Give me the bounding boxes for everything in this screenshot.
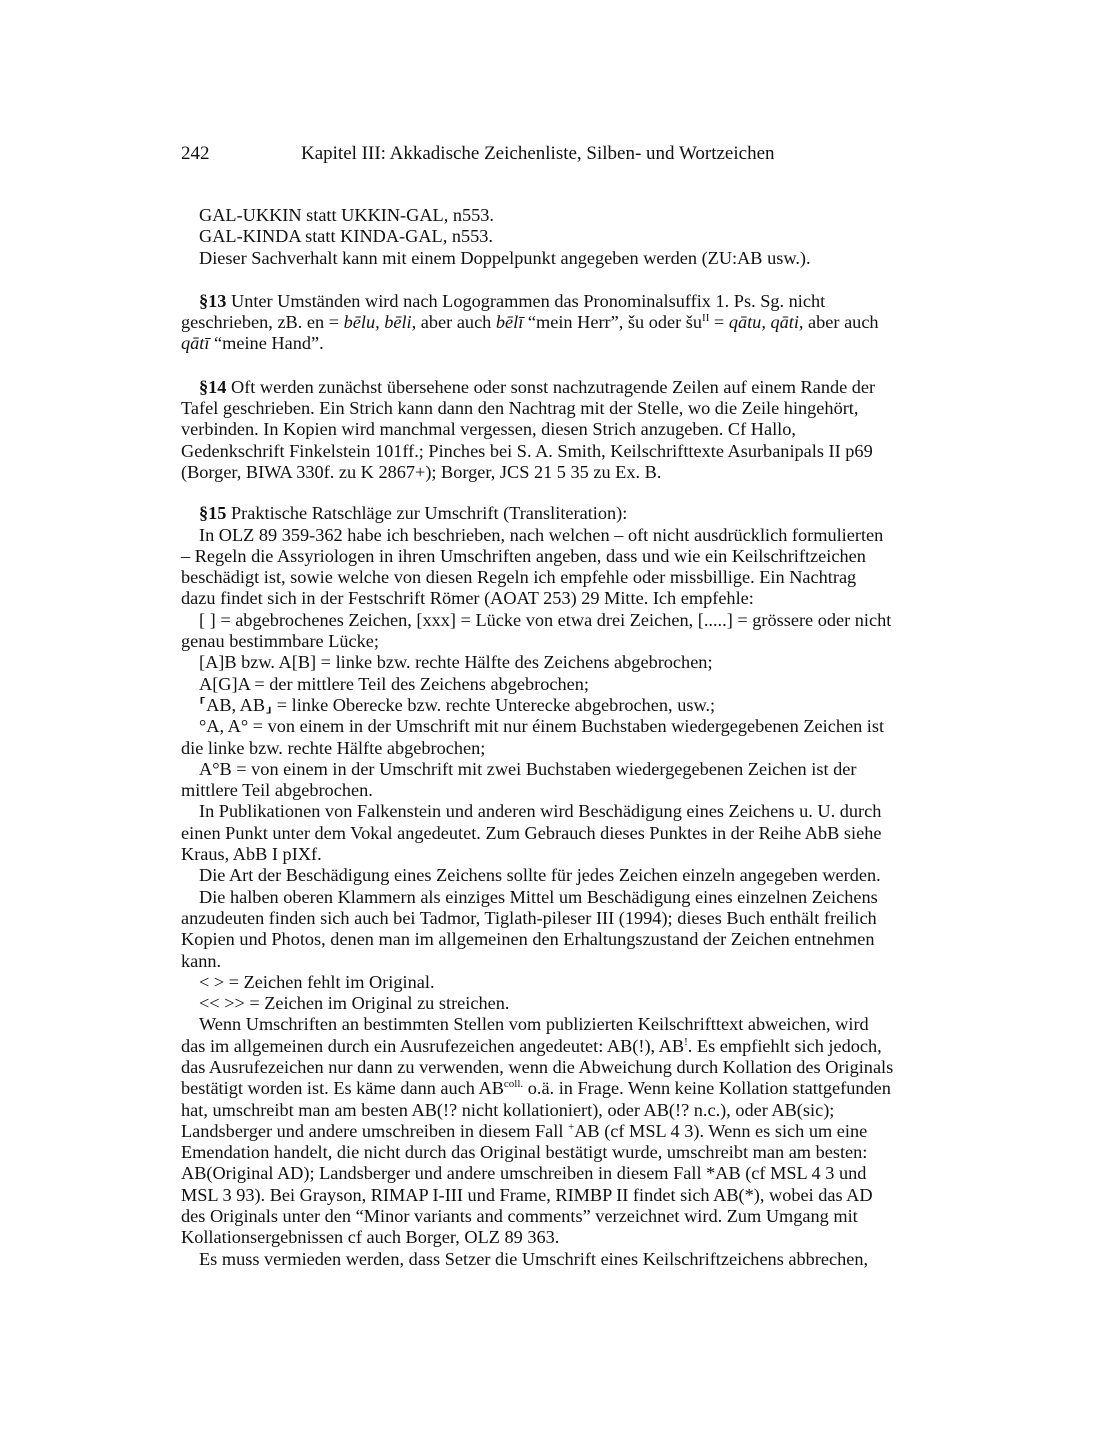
text-run: = bbox=[709, 312, 729, 333]
paragraph: << >> = Zeichen im Original zu streichen. bbox=[199, 993, 510, 1014]
text-run: o.ä. in Frage. Wenn keine Kollation stattgefunden hat, umschreibt man am besten AB(!? nicht kollationiert), oder AB(!? n.c.), oder AB(sic); Landsberger und andere umschreiben in diesem Fall bbox=[181, 1078, 891, 1141]
italic-run: qātī bbox=[181, 333, 210, 354]
text-run: . Es empfiehlt sich jedoch, das Ausrufezeichen nur dann zu verwenden, wenn die Abweichung durch Kollation des Originals bestätigt worden ist. Es käme dann auch AB bbox=[181, 1035, 894, 1099]
paragraph: Die Art der Beschädigung eines Zeichens sollte für jedes Zeichen einzeln angegeben werden. bbox=[199, 865, 881, 886]
paragraph: ⸢AB, AB⸥ = linke Oberecke bzw. rechte Unterecke abgebrochen, usw.; bbox=[199, 694, 716, 715]
paragraph: In OLZ 89 359-362 habe ich beschrieben, nach welchen – oft nicht ausdrücklich formulierten – Regeln die Assyriologen in ihren Umschriften angeben, dass und wie ein Keilschriftzeichen beschädigt ist, sowie welche von diesen Regeln ich empfehle oder missbillige. Ein Nachtrag dazu findet sich in der Festschrift Römer (AOAT 253) 29 Mitte. Ich empfehle: bbox=[181, 524, 884, 609]
text-run: Praktische Ratschläge zur Umschrift (Transliteration): bbox=[226, 503, 628, 524]
paragraph: A[G]A = der mittlere Teil des Zeichens abgebrochen; bbox=[199, 673, 589, 694]
section-14-number: §14 bbox=[199, 376, 227, 397]
paragraph: < > = Zeichen fehlt im Original. bbox=[199, 971, 435, 992]
section-13-number: §13 bbox=[199, 290, 227, 311]
text-run: “meine Hand”. bbox=[209, 333, 324, 354]
page-body bbox=[181, 205, 895, 1270]
page-header bbox=[181, 143, 775, 165]
paragraph: Die halben oberen Klammern als einziges Mittel um Beschädigung eines einzelnen Zeichens anzudeuten finden sich auch bei Tadmor, Tiglath-pileser III (1994); dieses Buch enthält freilich Kopien und Photos, denen man im allgemeinen den Erhaltungszustand der Zeichen entnehmen kann. bbox=[181, 886, 878, 971]
section-15-number: §15 bbox=[199, 503, 227, 524]
paragraph: Es muss vermieden werden, dass Setzer die Umschrift eines Keilschriftzeichens abbrechen, bbox=[199, 1248, 869, 1269]
italic-run: qātu, qāti, bbox=[728, 312, 804, 333]
page-number: 242 bbox=[181, 143, 210, 164]
superscript: ! bbox=[684, 1035, 688, 1048]
paragraph: In Publikationen von Falkenstein und anderen wird Beschädigung eines Zeichens u. U. durch einen Punkt unter dem Vokal angedeutet. Zum Gebrauch dieses Punktes in der Reihe AbB siehe Kraus, AbB I pIXf. bbox=[181, 801, 882, 865]
body-line: Dieser Sachverhalt kann mit einem Doppelpunkt angegeben werden (ZU:AB usw.). bbox=[199, 247, 811, 268]
text-run: “mein Herr”, šu oder šu bbox=[523, 312, 703, 333]
text-run: Oft werden zunächst übersehene oder sonst nachzutragende Zeilen auf einem Rande der Tafel geschrieben. Ein Strich kann dann den Nachtrag mit der Stelle, wo die Zeile hingehört, verbinden. In Kopien wird manchmal vergessen, diesen Strich anzugeben. Cf Hallo, Gedenkschrift Finkelstein 101ff.; Pinches bei S. A. Smith, Keilschrifttexte Asurbanipals II p69 (Borger, BIWA 330f. zu K 2867+); Borger, JCS 21 5 35 zu Ex. B. bbox=[181, 376, 876, 482]
running-title: Kapitel III: Akkadische Zeichenliste, Silben- und Wortzeichen bbox=[301, 143, 775, 164]
paragraph: [ ] = abgebrochenes Zeichen, [xxx] = Lücke von etwa drei Zeichen, [.....] = grössere oder nicht genau bestimmbare Lücke; bbox=[181, 609, 892, 652]
section-15-heading bbox=[181, 503, 895, 524]
paragraph bbox=[181, 1014, 895, 1248]
text-run: Unter Umständen wird nach Logogrammen das Pronominalsuffix 1. Ps. Sg. nicht geschrieben, zB. en = bbox=[181, 290, 826, 333]
body-line: GAL-UKKIN statt UKKIN-GAL, n553. bbox=[199, 205, 494, 225]
section-14-paragraph bbox=[181, 377, 895, 483]
body-line: GAL-KINDA statt KINDA-GAL, n553. bbox=[199, 226, 493, 247]
text-run: aber auch bbox=[803, 312, 879, 333]
text-run: Wenn Umschriften an bestimmten Stellen vom publizierten Keilschrifttext abweichen, wird das im allgemeinen durch ein Ausrufezeichen angedeutet: AB(!), AB bbox=[181, 1014, 869, 1056]
italic-run: bēlu, bēli, bbox=[343, 312, 417, 333]
superscript: + bbox=[568, 1120, 575, 1133]
superscript: coll. bbox=[503, 1078, 524, 1091]
superscript: II bbox=[702, 312, 710, 325]
paragraph: A°B = von einem in der Umschrift mit zwei Buchstaben wiedergegebenen Zeichen ist der mittlere Teil abgebrochen. bbox=[181, 758, 857, 801]
italic-run: bēlī bbox=[495, 312, 524, 333]
paragraph: °A, A° = von einem in der Umschrift mit nur éinem Buchstaben wiedergegebenen Zeichen ist die linke bzw. rechte Hälfte abgebrochen; bbox=[181, 716, 885, 758]
text-run: aber auch bbox=[416, 312, 496, 333]
paragraph: [A]B bzw. A[B] = linke bzw. rechte Hälfte des Zeichens abgebrochen; bbox=[199, 652, 713, 673]
section-13-paragraph bbox=[181, 291, 895, 355]
text-run: AB (cf MSL 4 3). Wenn es sich um eine Emendation handelt, die nicht durch das Original bestätigt wurde, umschreibt man am besten: AB(Original AD); Landsberger und andere umschreiben in diesem Fall *AB (cf MSL 4 3 und MSL 3 93). Bei Grayson, RIMAP I-III und Frame, RIMBP II findet sich AB(*), wobei das AD des Originals unter den “Minor variants and comments” verzeichnet wird. Zum Umgang mit Kollationsergebnissen cf auch Borger, OLZ 89 363. bbox=[181, 1120, 873, 1248]
